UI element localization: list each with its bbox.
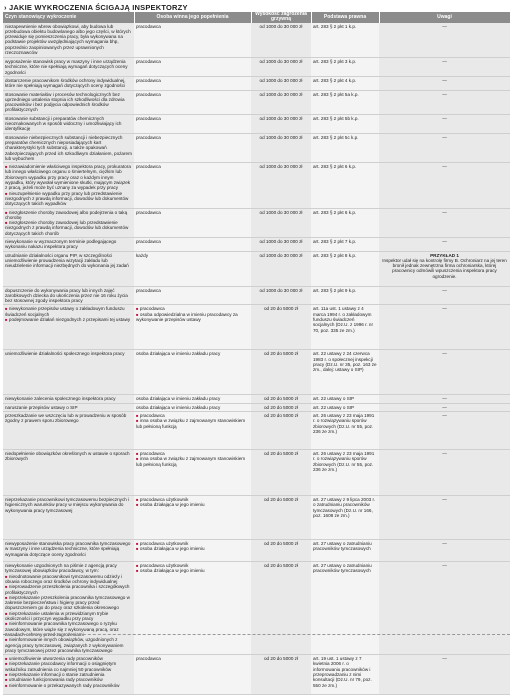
offense-item: ■ niezgłoszenie choroby zawodowej albo podejrzenia o taką chorobę [5,210,132,221]
liable-person-item: pracodawca [136,91,161,97]
table-row [3,58,510,77]
remarks-example-text: Inspektor udał się na kontrolę firmy B. Ochroniarz na jej teren bronił jednak zewnętrzna firma ochroniarska, której pracownicy odmówili wpuszczenia inspektora pracy ogrodzenie. [382,257,507,279]
remarks-cell: — [379,350,510,395]
liable-person-item: ■ inna osoba w związku z zajmowanym stanowiskiem lub pełnioną funkcją [136,418,249,429]
liable-person-cell [134,412,251,450]
offenses-table [3,12,511,695]
header-podstawa: Podstawa prawna [311,12,379,23]
offense-item: ■ nieprzekazanie ustalenia w przewidzianym trybie okoliczności i przyczyn wypadku przy pracy [5,611,132,622]
offense-cell [3,114,134,133]
offense-item: ■ nieuzupełnienie wypadku przy pracy lub przedstawienie niezgodnych z prawdą informacji, dowodów lub dokumentów dotyczących takich wypadków [5,191,132,207]
remarks-cell: — [379,238,510,252]
offense-item: dopuszczenie do wykonywania pracy lub innych zajęć zarobkowych dziecka do ukończenia przez nie 16 roku życia bez stosownej zgody inspektora pracy [5,287,128,304]
liable-person-cell [134,58,251,77]
liable-person-cell [134,562,251,655]
offense-cell [3,655,134,695]
liable-person-item: pracodawca [136,656,161,662]
legal-basis-cell: art. 283 § 2 pkt 8 k.p. [311,251,379,286]
table-row [3,251,510,286]
offense-item: ■ nieinformowanie pracownika tymczasowego o ryzyku zawodowym, które wiąże się z wykonywaną pracą, oraz zasadach ochrony przed zagrożeniami [5,621,132,637]
offense-item: ■ niezawiadomienie właściwego inspektora pracy, prokuratora lub innego właściwego organu o śmiertelnym, ciężkim lub zbiorowym wypadku przy pracy oraz o każdym innym wypadku, który wywołał wymienione skutki, mającym związek z pracą, jeżeli może być uznany za wypadek przy pracy [5,164,132,190]
remarks-cell [379,251,510,286]
offense-item: stosowanie materiałów i procesów technologicznych bez uprzedniego ustalenia stopnia ich szkodliwości dla zdrowia pracowników i bez podjęcia odpowiednich środków profilaktycznych [5,91,125,113]
fine-cell: od 20 do 5000 zł [251,305,311,350]
liable-person-cell [134,251,251,286]
liable-person-cell [134,403,251,411]
fine-cell: od 1000 do 30 000 zł [251,208,311,237]
legal-basis-cell: art. 283 § 2 pkt 5a k.p. [311,90,379,114]
liable-person-cell [134,655,251,695]
liable-person-item: pracodawca [136,77,161,83]
legal-basis-cell: art. 11a ust. 1 ustawy z 4 marca 1994 r. o zakładowym funduszu świadczeń socjalnych (Dz.U. z 1996 r. nr 70, poz. 335 ze zm.) [311,305,379,350]
liable-person-item: ■ osoba działająca w jego imieniu [136,546,249,551]
table-row [3,114,510,133]
liable-person-cell [134,208,251,237]
offense-cell [3,562,134,655]
fine-cell: od 1000 do 30 000 zł [251,133,311,162]
offense-cell [3,540,134,562]
fine-cell: od 20 do 5000 zł [251,412,311,450]
table-row [3,412,510,450]
offense-cell [3,450,134,496]
offense-cell [3,208,134,237]
liable-person-cell [134,23,251,58]
remarks-example-title: PRZYKŁAD 1 [430,252,459,258]
table-row [3,76,510,90]
liable-person-item: ■ osoba działająca w jego imieniu [136,568,249,573]
liable-person-cell [134,238,251,252]
table-row [3,562,510,655]
fine-cell: od 20 do 5000 zł [251,350,311,395]
liable-person-item: pracodawca [136,164,161,170]
offense-cell [3,350,134,395]
fine-cell: od 1000 do 30 000 zł [251,238,311,252]
page-title: › JAKIE WYKROCZENIA ŚCIGAJĄ INSPEKTORZY [4,3,188,12]
remarks-cell: — [379,403,510,411]
table-row [3,450,510,496]
offense-item: ■ podejmowanie działań niezgodnych z przepisami tej ustawy [5,317,132,322]
offense-cell [3,286,134,305]
offense-item: stosowanie niebezpiecznych substancji i niebezpiecznych preparatów chemicznych nieposiadających kart charakterystyki tych substancji, a także opakowań zabezpieczających przed ich szkodliwym działaniem, pożarem lub wybuchem [5,134,132,161]
table-row [3,208,510,237]
offense-item: nieprzekazanie pracownikowi tymczasowemu bezpiecznych i higienicznych warunków pracy w miejscu wykonywania do wykonywania pracy tymczasowej [5,497,130,513]
header-grzywna: Wysokość zagrożenia grzywną [251,12,311,23]
fine-cell: od 1000 do 30 000 zł [251,58,311,77]
offense-item: stosowanie substancji i preparatów chemicznych nieoznakowanych w sposób widoczny i umożliwiający ich identyfikację [5,115,122,132]
liable-person-item: ■ pracodawca użytkownik [136,541,249,546]
table-row [3,540,510,562]
offense-cell [3,305,134,350]
fine-cell: od 20 do 5000 zł [251,562,311,655]
liable-person-item: osoba działająca w imieniu zakładu pracy [136,404,221,410]
liable-person-cell [134,395,251,403]
liable-person-item: pracodawca [136,59,161,65]
legal-basis-cell: art. 283 § 2 pkt 4 k.p. [311,76,379,90]
liable-person-cell [134,90,251,114]
legal-basis-cell: art. 27 ustawy o zatrudnianiu pracowników tymczasowych [311,540,379,562]
remarks-cell: — [379,90,510,114]
header-czyn: Czyn stanowiący wykroczenie [3,12,134,23]
offense-cell [3,251,134,286]
offense-item: niewyposażenie stanowiska pracy pracownika tymczasowego w maszyny i inne urządzenia techniczne, które spełniają wymagania dotyczące oceny zgodności [5,541,131,557]
fine-cell: od 1000 do 30 000 zł [251,251,311,286]
liable-person-item: ■ pracodawca użytkownik [136,497,249,502]
offense-cell [3,90,134,114]
liable-person-cell [134,286,251,305]
liable-person-item: ■ osoba odpowiedzialna w imieniu pracodawcy za wykonywanie przepisów ustawy [136,312,249,323]
table-row [3,238,510,252]
remarks-cell: — [379,286,510,305]
legal-basis-cell: art. 27 ustawy z 9 lipca 2003 r. o zatrudnianiu pracowników tymczasowych (Dz.U. nr 166, poz. 1608 ze zm.) [311,496,379,540]
table-row [3,23,510,58]
liable-person-item: pracodawca [136,209,161,215]
legal-basis-cell: art. 283 § 2 pkt 6 k.p. [311,163,379,208]
table-row [3,286,510,305]
remarks-cell: — [379,540,510,562]
offense-item: przeszkadzanie we wszczęciu lub w prowadzeniu w sposób zgodny z prawem sporu zbiorowego [5,413,127,424]
offense-item: ■ nieinformowanie innych obowiązków, uzgodnionych z agencją pracy tymczasowej, związanych z wykonywaniem pracy tymczasowej przez pracownika tymczasowego [5,637,132,653]
header-osoba: Osoba winna jego popełnienia [134,12,251,23]
offense-cell [3,133,134,162]
fine-cell: od 20 do 5000 zł [251,395,311,403]
offense-item: niedopełnienie obowiązków określonych w ustawie o sporach zbiorowych [5,451,130,462]
legal-basis-cell: art. 26 ustawy z 23 maja 1991 r. o rozwiązywaniu sporów zbiorowych (Dz.U. nr 55, poz. 236 ze zm.) [311,450,379,496]
fine-cell: od 1000 do 30 000 zł [251,286,311,305]
offense-item: ■ nieprzekazanie informacji o stanie zatrudnienia [5,672,132,677]
liable-person-item: pracodawca [136,134,161,140]
liable-person-item: pracodawca [136,115,161,121]
remarks-cell: — [379,496,510,540]
legal-basis-cell: art. 283 § 2 pkt 9 k.p. [311,286,379,305]
table-row [3,305,510,350]
liable-person-item: ■ pracodawca [136,451,249,456]
remarks-cell: — [379,23,510,58]
fine-cell: od 1000 do 30 000 zł [251,23,311,58]
offense-item: ■ niezgłoszenie choroby zawodowej lub przedstawienie niezgodnych z prawdą informacji, dowodów lub dokumentów dotyczących takich chorób [5,220,132,236]
remarks-cell: — [379,114,510,133]
offense-item: niewykonanie w wyznaczonym terminie podlegającego wykonaniu nakazu inspektora pracy [5,239,117,250]
table-row [3,496,510,540]
table-header [3,12,510,23]
offense-item: naruszanie przepisów ustawy o SIP [5,404,78,410]
liable-person-cell [134,540,251,562]
offense-item: ■ nieprzekazanie pracodawcy informacji o osiągniętym wskaźniku zatrudnienia co najmniej 50 pracowników [5,661,132,672]
remarks-cell: — [379,163,510,208]
fine-cell: od 20 do 5000 zł [251,403,311,411]
liable-person-item: pracodawca [136,287,161,293]
offense-cell [3,76,134,90]
remarks-cell: — [379,208,510,237]
legal-basis-cell: art. 27 ustawy o zatrudnianiu pracowników tymczasowych [311,562,379,655]
bottom-divider [3,634,510,636]
liable-person-cell [134,305,251,350]
legal-basis-cell: art. 22 ustawy o SIP [311,403,379,411]
table-row [3,655,510,695]
offense-item: ■ nieprowadzenie przeszkolenia pracownika i szczegółowych profilaktycznych [5,584,132,595]
fine-cell: od 20 do 5000 zł [251,540,311,562]
table-row [3,90,510,114]
liable-person-item: pracodawca [136,23,161,29]
liable-person-item: ■ pracodawca użytkownik [136,563,249,568]
legal-basis-cell: art. 283 § 2 pkt 7 k.p. [311,238,379,252]
liable-person-cell [134,450,251,496]
liable-person-cell [134,496,251,540]
liable-person-cell [134,76,251,90]
liable-person-item: ■ pracodawca [136,413,249,418]
fine-cell: od 1000 do 30 000 zł [251,76,311,90]
offense-item: dostarczenie pracownikom środków ochrony indywidualnej, które nie spełniają wymagań dotyczących oceny zgodności [5,77,126,89]
table-row [3,395,510,403]
offense-cell [3,58,134,77]
legal-basis-cell: art. 26 ustawy z 23 maja 1991 r. o rozwiązywaniu sporów zbiorowych (Dz.U. nr 55, poz. 236 ze zm.) [311,412,379,450]
offense-item: uniemożliwienie działalności społecznego inspektora pracy [5,351,125,357]
fine-cell: od 1000 do 30 000 zł [251,163,311,208]
offense-item: utrudnianie działalności organu PIP, w szczególności uniemożliwienie prowadzenia wizytacji zakładu lub nieudzielenie informacji niezbędnych do wykonania jej zadań [5,252,129,269]
fine-cell: od 1000 do 30 000 zł [251,90,311,114]
liable-person-item: ■ pracodawca [136,306,249,311]
liable-person-cell [134,163,251,208]
legal-basis-cell: art. 283 § 2 pkt 5c k.p. [311,133,379,162]
liable-person-item: każdy [136,252,149,258]
offense-cell [3,238,134,252]
offense-item: wyposażenie stanowisk pracy w maszyny i inne urządzenia techniczne, które nie spełniają wymagań dotyczących oceny zgodności [5,59,128,75]
legal-basis-cell: art. 283 § 2 pkt 5b k.p. [311,114,379,133]
legal-basis-cell: art. 22 ustawy z 24 czerwca 1983 r. o społecznej inspekcji pracy (Dz.U. nr 35, poz. 163 ze zm., dalej: ustawy o SIP) [311,350,379,395]
offense-cell [3,412,134,450]
liable-person-cell [134,350,251,395]
fine-cell: od 20 do 5000 zł [251,496,311,540]
remarks-cell: — [379,450,510,496]
remarks-cell: — [379,305,510,350]
table-row [3,133,510,162]
legal-basis-cell: art. 283 § 2 pkt 3 k.p. [311,58,379,77]
fine-cell: od 20 do 5000 zł [251,450,311,496]
remarks-cell: — [379,562,510,655]
remarks-cell: — [379,395,510,403]
offense-item: ■ uniemożliwienie utworzenia rady pracowników [5,656,132,661]
liable-person-cell [134,133,251,162]
liable-person-item: pracodawca [136,239,161,244]
legal-basis-cell: art. 283 § 2 pkt 6 k.p. [311,208,379,237]
offense-item: niewykonanie zalecenia społecznego inspektora pracy [5,396,116,402]
offense-cell [3,403,134,411]
offense-item: ■ niewykonanie przepisów ustawy o zakładowym funduszu świadczeń socjalnych [5,306,132,317]
offense-item: ■ nieinformowanie o przekazywanych rady pracowników [5,683,132,688]
remarks-cell: — [379,133,510,162]
legal-basis-cell: art. 22 ustawy o SIP [311,395,379,403]
liable-person-item: ■ osoba działająca w jego imieniu [136,502,249,507]
offense-cell [3,163,134,208]
offense-cell [3,496,134,540]
liable-person-item: ■ inna osoba w związku z zajmowanym stanowiskiem lub pełnioną funkcją [136,456,249,467]
liable-person-item: osoba działająca w imieniu zakładu pracy [136,351,221,357]
offense-item: ■ utrudnianie funkcjonowania rady pracowników [5,677,132,682]
fine-cell: od 1000 do 30 000 zł [251,114,311,133]
offense-item: ■ nieprzekazanie przeszkolenia pracownika tymczasowego w zakresie bezpieczeństwa i higieny pracy przed dopuszczeniem go do pracy oraz szkolenia okresowego [5,595,132,611]
offense-item: niewykonanie uzgodnionych na piśmie z agencją pracy tymczasowej obowiązków pracodawcy, w tym: [5,563,117,574]
liable-person-item: osoba działająca w imieniu zakładu pracy [136,396,221,402]
header-uwagi: Uwagi [379,12,510,23]
remarks-cell: — [379,58,510,77]
fine-cell: od 20 do 5000 zł [251,655,311,695]
legal-basis-cell: art. 283 § 2 pkt 1 k.p. [311,23,379,58]
table-row [3,163,510,208]
remarks-cell: — [379,412,510,450]
remarks-cell: — [379,76,510,90]
table-body [3,23,510,695]
offense-item: ■ nieodnotowanie pracownikowi tymczasowemu odzieży i obuwia roboczego oraz środków ochrony indywidualnej [5,574,132,585]
offense-cell [3,23,134,58]
table-row [3,403,510,411]
remarks-cell: — [379,655,510,695]
liable-person-cell [134,114,251,133]
legal-basis-cell: art. 19 ust. 1 ustawy z 7 kwietnia 2006 r. o informowaniu pracowników i przeprowadzaniu z nimi konsultacji (Dz.U. nr 79, poz. 550 ze zm.) [311,655,379,695]
offense-cell [3,395,134,403]
table-row [3,350,510,395]
offense-item: niezapewnienie wbrew obowiązkowi, aby budowa lub przebudowa obiektu budowlanego albo jego części, w których przewiduje się pomieszczenia pracy, była wykonywana na podstawie projektów uwzględniających wymagania bhp, poprzednio zaopiniowanych przez uprawnionych rzeczoznawców [5,23,131,56]
